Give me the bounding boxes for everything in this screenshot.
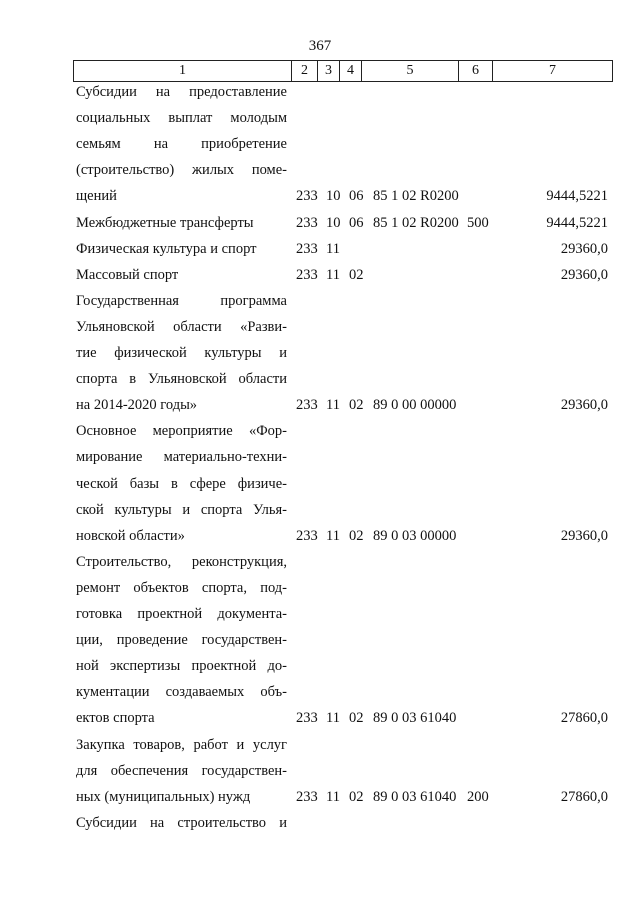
row-value-c7: 29360,0 xyxy=(560,267,608,283)
row-value-c7: 27860,0 xyxy=(560,789,608,805)
row-value-c5: 89 0 03 00000 xyxy=(373,528,457,544)
header-cell: 6 xyxy=(459,61,493,82)
line-text: Физическая культура и спорт xyxy=(76,241,257,257)
row-value-c5: 89 0 03 61040 xyxy=(373,710,457,726)
row-value-c2: 233 xyxy=(296,267,318,283)
line-text: щений xyxy=(76,188,117,204)
line-text: кументации создаваемых объ- xyxy=(76,684,287,700)
row-value-c3: 11 xyxy=(326,710,340,726)
line-text: ческой базы в сфере физиче- xyxy=(76,476,287,492)
row-value-c5: 85 1 02 R0200 xyxy=(373,215,459,231)
row-value-c3: 11 xyxy=(326,397,340,413)
header-row xyxy=(74,61,613,82)
row-value-c4: 02 xyxy=(349,789,364,805)
header-cell: 5 xyxy=(362,61,459,82)
line-text: Субсидии на строительство и xyxy=(76,815,287,831)
row-value-c4: 02 xyxy=(349,397,364,413)
row-value-c7: 29360,0 xyxy=(560,397,608,413)
row-value-c2: 233 xyxy=(296,710,318,726)
line-text: Основное мероприятие «Фор- xyxy=(76,423,287,439)
row-value-c3: 11 xyxy=(326,267,340,283)
line-text: ной экспертизы проектной до- xyxy=(76,658,287,674)
row-value-c2: 233 xyxy=(296,528,318,544)
line-text: ции, проведение государствен- xyxy=(76,632,287,648)
row-value-c2: 233 xyxy=(296,241,318,257)
column-header-table xyxy=(73,60,613,82)
line-text: спорта в Ульяновской области xyxy=(76,371,287,387)
line-text: Государственная программа xyxy=(76,293,287,309)
row-value-c3: 11 xyxy=(326,789,340,805)
line-text: ектов спорта xyxy=(76,710,155,726)
header-cell: 2 xyxy=(292,61,318,82)
row-value-c4: 02 xyxy=(349,528,364,544)
row-value-c3: 11 xyxy=(326,241,340,257)
row-value-c7: 29360,0 xyxy=(560,528,608,544)
line-text: Массовый спорт xyxy=(76,267,179,283)
line-text: семьям на приобретение xyxy=(76,136,287,152)
header-cell: 3 xyxy=(318,61,340,82)
line-text: готовка проектной документа- xyxy=(76,606,287,622)
row-value-c7: 27860,0 xyxy=(560,710,608,726)
line-text: ской культуры и спорта Улья- xyxy=(76,502,287,518)
row-value-c2: 233 xyxy=(296,789,318,805)
row-value-c2: 233 xyxy=(296,188,318,204)
line-text: тие физической культуры и xyxy=(76,345,287,361)
row-value-c3: 10 xyxy=(326,215,341,231)
row-value-c7: 9444,5221 xyxy=(546,215,608,231)
row-value-c5: 85 1 02 R0200 xyxy=(373,188,459,204)
line-text: ремонт объектов спорта, под- xyxy=(76,580,287,596)
row-value-c4: 02 xyxy=(349,710,364,726)
row-value-c4: 06 xyxy=(349,215,364,231)
line-text: Строительство, реконструкция, xyxy=(76,554,287,570)
row-value-c6: 200 xyxy=(467,789,489,805)
line-text: Ульяновской области «Разви- xyxy=(76,319,287,335)
line-text: ных (муниципальных) нужд xyxy=(76,789,251,805)
page-number: 367 xyxy=(308,38,332,54)
line-text: для обеспечения государствен- xyxy=(76,763,287,779)
line-text: мирование материально-техни- xyxy=(76,449,287,465)
line-text: социальных выплат молодым xyxy=(76,110,287,126)
line-text: новской области» xyxy=(76,528,185,544)
row-value-c7: 9444,5221 xyxy=(546,188,608,204)
row-value-c4: 06 xyxy=(349,188,364,204)
header-cell: 7 xyxy=(493,61,613,82)
line-text: Закупка товаров, работ и услуг xyxy=(76,737,287,753)
line-text: (строительство) жилых поме- xyxy=(76,162,287,178)
row-value-c5: 89 0 00 00000 xyxy=(373,397,457,413)
row-value-c4: 02 xyxy=(349,267,364,283)
line-text: Межбюджетные трансферты xyxy=(76,215,254,231)
line-text: Субсидии на предоставление xyxy=(76,84,287,100)
row-value-c2: 233 xyxy=(296,397,318,413)
row-value-c7: 29360,0 xyxy=(560,241,608,257)
line-text: на 2014-2020 годы» xyxy=(76,397,198,413)
row-value-c6: 500 xyxy=(467,215,489,231)
row-value-c3: 10 xyxy=(326,188,341,204)
header-cell: 1 xyxy=(74,61,292,82)
row-value-c2: 233 xyxy=(296,215,318,231)
row-value-c5: 89 0 03 61040 xyxy=(373,789,457,805)
header-cell: 4 xyxy=(340,61,362,82)
row-value-c3: 11 xyxy=(326,528,340,544)
